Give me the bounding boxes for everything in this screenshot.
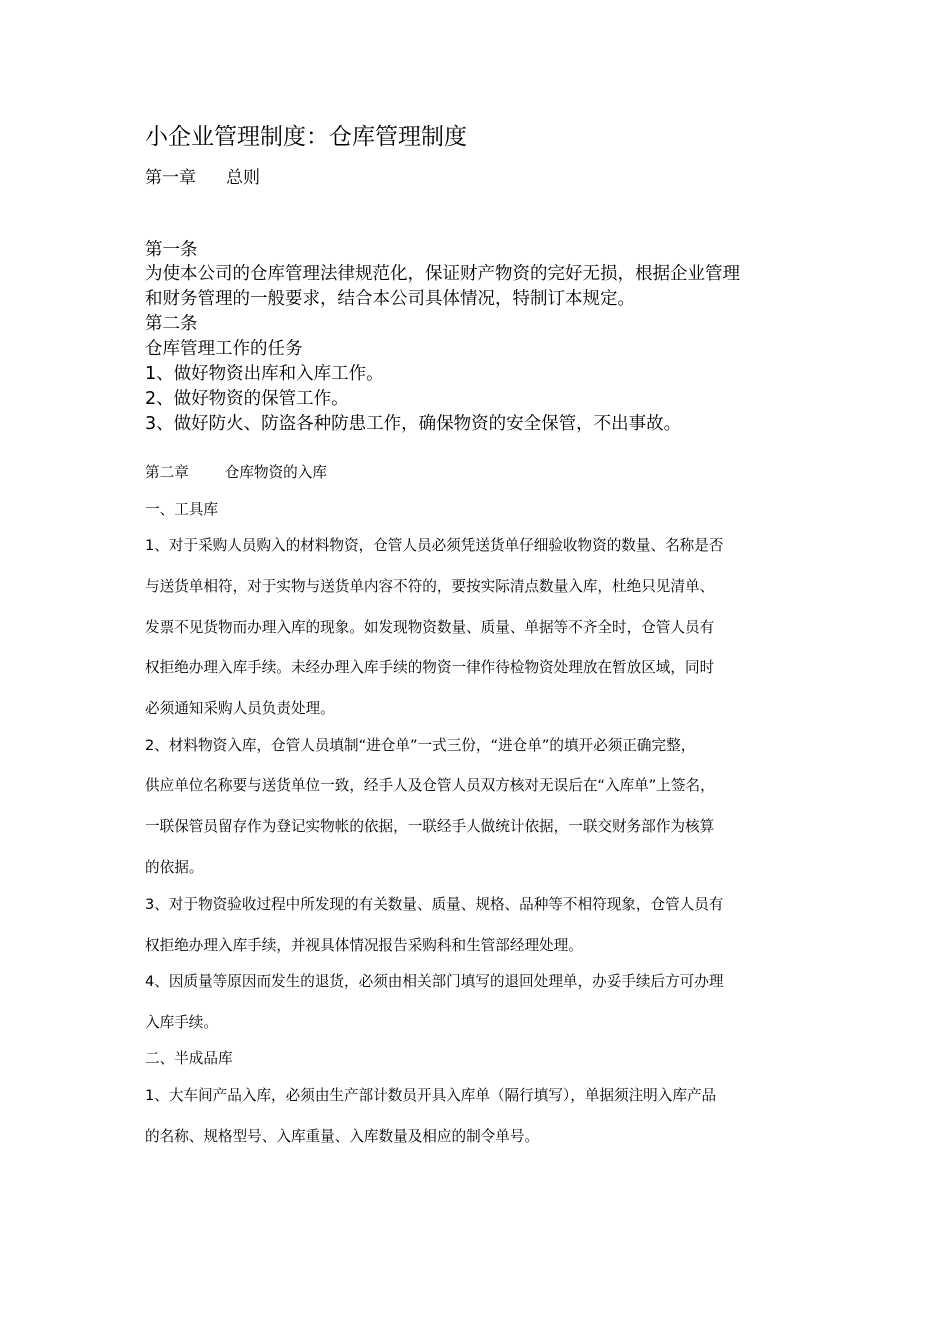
document-title: 小企业管理制度：仓库管理制度 (145, 124, 467, 150)
section-1-line: 权拒绝办理入库手续。未经办理入库手续的物资一律作待检物资处理放在暂放区域，同时 (145, 659, 715, 676)
chapter-2-name: 仓库物资的入库 (224, 464, 327, 481)
article-2-item: 2、做好物资的保管工作。 (145, 389, 349, 409)
section-1-line: 2、材料物资入库，仓管人员填制“进仓单”一式三份，“进仓单”的填开必须正确完整， (145, 737, 696, 754)
article-1-label: 第一条 (145, 240, 198, 260)
section-1-heading: 一、工具库 (145, 501, 218, 518)
article-2-label: 第二条 (145, 314, 198, 334)
chapter-2-number: 第二章 (145, 464, 189, 481)
section-1-line: 一联保管员留存作为登记实物帐的依据，一联经手人做统计依据，一联交财务部作为核算 (145, 818, 715, 835)
section-1-line: 4、因质量等原因而发生的退货，必须由相关部门填写的退回处理单，办妥手续后方可办理 (145, 973, 724, 990)
section-1-line: 3、对于物资验收过程中所发现的有关数量、质量、规格、品种等不相符现象，仓管人员有 (145, 896, 724, 913)
section-2-line: 的名称、规格型号、入库重量、入库数量及相应的制令单号。 (145, 1128, 540, 1145)
chapter-1-name: 总则 (226, 168, 260, 188)
section-2-line: 1、大车间产品入库，必须由生产部计数员开具入库单（隔行填写），单据须注明入库产品 (145, 1087, 717, 1104)
section-1-line: 与送货单相符，对于实物与送货单内容不符的，要按实际清点数量入库，杜绝只见清单、 (145, 578, 715, 595)
article-1-line: 为使本公司的仓库管理法律规范化，保证财产物资的完好无损，根据企业管理 (145, 264, 740, 284)
article-2-item: 3、做好防火、防盗各种防患工作，确保物资的安全保管，不出事故。 (145, 414, 682, 434)
chapter-2-heading (145, 462, 327, 484)
section-2-heading: 二、半成品库 (145, 1050, 233, 1067)
section-1-line: 必须通知采购人员负责处理。 (145, 700, 335, 717)
section-1-line: 入库手续。 (145, 1014, 218, 1031)
section-1-line: 权拒绝办理入库手续，并视具体情况报告采购科和生管部经理处理。 (145, 937, 583, 954)
article-2-item: 1、做好物资出库和入库工作。 (145, 364, 384, 384)
section-1-line: 的依据。 (145, 859, 204, 876)
section-1-line: 供应单位名称要与送货单位一致，经手人及仓管人员双方核对无误后在“入库单”上签名， (145, 777, 715, 794)
article-1-line: 和财务管理的一般要求，结合本公司具体情况，特制订本规定。 (145, 289, 635, 309)
chapter-1-number: 第一章 (145, 168, 196, 188)
section-1-line: 发票不见货物而办理入库的现象。如发现物资数量、质量、单据等不齐全时，仓管人员有 (145, 619, 715, 636)
chapter-1-heading (145, 166, 260, 190)
article-2-heading: 仓库管理工作的任务 (145, 339, 303, 359)
section-1-line: 1、对于采购人员购入的材料物资，仓管人员必须凭送货单仔细验收物资的数量、名称是否 (145, 537, 724, 554)
